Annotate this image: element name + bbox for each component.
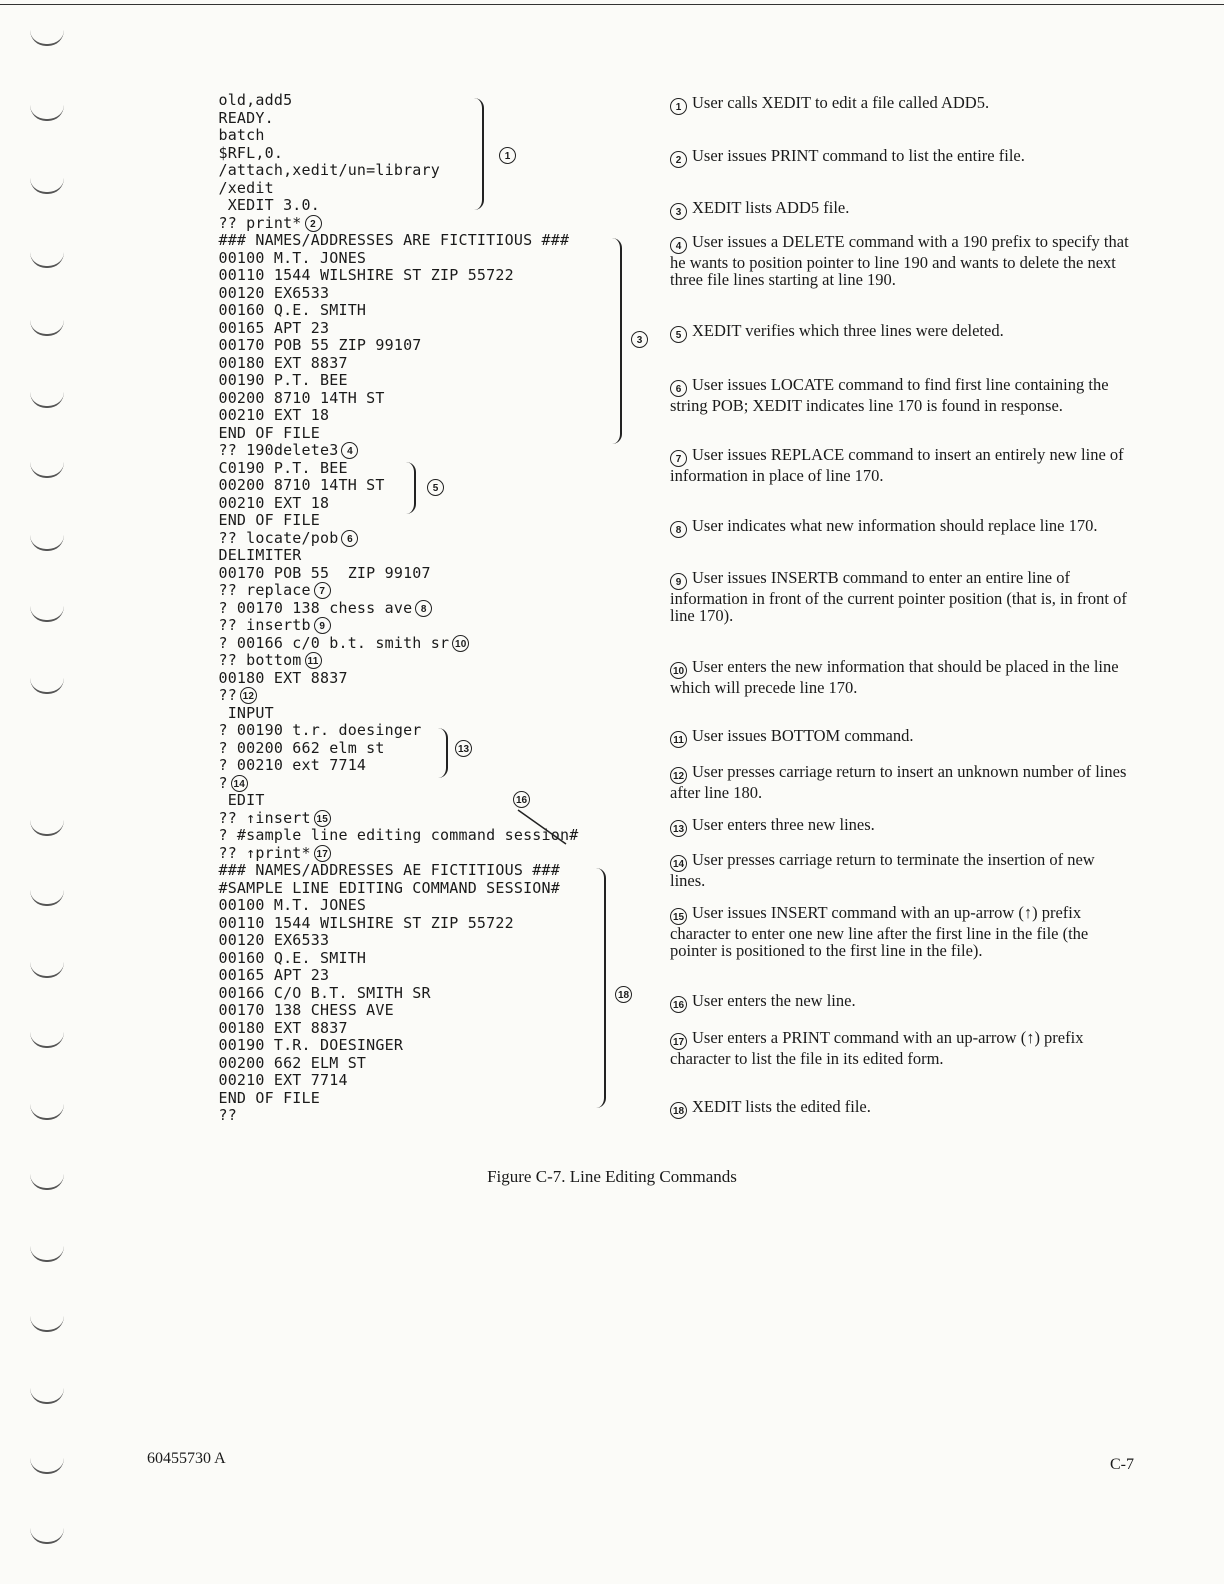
binder-hole bbox=[30, 962, 64, 978]
terminal-line bbox=[200, 285, 630, 303]
terminal-line-text: 00180 EXT 8837 bbox=[200, 1018, 348, 1037]
terminal-line-text: 00210 EXT 18 bbox=[200, 406, 330, 424]
terminal-line-text: 00160 Q.E. SMITH bbox=[200, 301, 367, 319]
inline-callout-number: 11 bbox=[305, 652, 322, 669]
note-item bbox=[670, 147, 1130, 168]
terminal-line bbox=[200, 1037, 630, 1055]
terminal-line-text: 00165 APT 23 bbox=[200, 966, 330, 984]
inline-callout-number: 2 bbox=[305, 215, 322, 232]
binder-hole bbox=[30, 1528, 64, 1544]
inline-callout-number: 4 bbox=[341, 442, 358, 459]
note-text: User issues LOCATE command to find first line containing the string POB; XEDIT indicates line 170 is found in response. bbox=[670, 375, 1109, 415]
note-number: 15 bbox=[670, 908, 687, 925]
callout-number: 18 bbox=[615, 986, 632, 1003]
terminal-line bbox=[200, 1055, 630, 1073]
callout-16-pointer bbox=[510, 790, 530, 808]
binder-hole bbox=[30, 252, 64, 268]
terminal-line-text: ? #sample line editing command session# bbox=[200, 826, 579, 844]
terminal-line-text: DELIMITER bbox=[200, 546, 302, 564]
terminal-line bbox=[200, 950, 630, 968]
binder-hole bbox=[30, 178, 64, 194]
terminal-line-text: END OF FILE bbox=[200, 1088, 320, 1107]
terminal-line-text: 00120 EX6533 bbox=[200, 931, 330, 949]
terminal-line-text: #SAMPLE LINE EDITING COMMAND SESSION# bbox=[200, 878, 560, 897]
document-number: 60455730 A bbox=[147, 1450, 226, 1467]
note-number: 10 bbox=[670, 662, 687, 679]
terminal-line-text: ? 00170 138 chess ave bbox=[200, 598, 413, 617]
terminal-line bbox=[200, 652, 630, 670]
terminal-line-text: ? 00210 ext 7714 bbox=[200, 756, 367, 774]
terminal-line-text: END OF FILE bbox=[200, 511, 320, 529]
terminal-line-text: ? 00200 662 elm st bbox=[200, 738, 385, 757]
note-item bbox=[670, 1029, 1130, 1067]
terminal-line-text: ?? bottom bbox=[200, 651, 302, 669]
inline-callout-number: 12 bbox=[240, 687, 257, 704]
binder-hole bbox=[30, 462, 64, 478]
terminal-line bbox=[200, 897, 630, 915]
note-item bbox=[670, 517, 1130, 538]
note-item bbox=[670, 569, 1130, 624]
terminal-session-listing bbox=[200, 92, 630, 1125]
callout-number: 13 bbox=[455, 740, 472, 757]
terminal-line bbox=[200, 110, 630, 128]
terminal-line-text: ?? print* bbox=[200, 213, 302, 232]
binder-hole bbox=[30, 392, 64, 408]
callout-number: 5 bbox=[427, 479, 444, 496]
top-rule bbox=[0, 4, 1224, 5]
brace-1 bbox=[474, 98, 484, 210]
terminal-line bbox=[200, 687, 630, 705]
inline-callout-number: 10 bbox=[452, 635, 469, 652]
note-number: 4 bbox=[670, 237, 687, 254]
terminal-line bbox=[200, 600, 630, 618]
brace-callout-1 bbox=[496, 146, 516, 164]
terminal-line bbox=[200, 775, 630, 793]
note-text: XEDIT verifies which three lines were deleted. bbox=[692, 321, 1004, 340]
inline-callout-number: 14 bbox=[231, 775, 248, 792]
callout-number: 16 bbox=[513, 791, 530, 808]
terminal-line-text: 00170 138 CHESS AVE bbox=[200, 1001, 394, 1019]
terminal-line-text: ?? bbox=[200, 1106, 237, 1124]
binder-hole bbox=[30, 105, 64, 121]
terminal-line-text: EDIT bbox=[200, 791, 265, 809]
note-number: 16 bbox=[670, 996, 687, 1013]
note-item bbox=[670, 199, 1130, 220]
terminal-line bbox=[200, 757, 630, 775]
note-text: User issues BOTTOM command. bbox=[692, 726, 914, 745]
terminal-line bbox=[200, 985, 630, 1003]
note-number: 17 bbox=[670, 1033, 687, 1050]
note-number: 11 bbox=[670, 731, 687, 748]
terminal-line bbox=[200, 880, 630, 898]
note-item bbox=[670, 94, 1130, 115]
terminal-line-text: END OF FILE bbox=[200, 423, 320, 442]
terminal-line bbox=[200, 565, 630, 583]
terminal-line-text: 00190 P.T. BEE bbox=[200, 371, 348, 389]
note-text: XEDIT lists the edited file. bbox=[692, 1097, 871, 1116]
binder-hole bbox=[30, 1246, 64, 1262]
terminal-line-text: 00100 M.T. JONES bbox=[200, 248, 367, 267]
terminal-line-text: 00166 C/O B.T. SMITH SR bbox=[200, 983, 431, 1002]
terminal-line bbox=[200, 320, 630, 338]
terminal-line-text: /xedit bbox=[200, 178, 274, 197]
terminal-line bbox=[200, 1002, 630, 1020]
note-text: User issues REPLACE command to insert an entirely new line of information in place of line 170. bbox=[670, 445, 1124, 485]
note-item bbox=[670, 816, 1130, 837]
terminal-line-text: /attach,xedit/un=library bbox=[200, 161, 440, 179]
terminal-line bbox=[200, 915, 630, 933]
terminal-line bbox=[200, 512, 630, 530]
binder-hole bbox=[30, 820, 64, 836]
binder-hole bbox=[30, 320, 64, 336]
terminal-line-text: 00110 1544 WILSHIRE ST ZIP 55722 bbox=[200, 913, 514, 932]
callout-number: 3 bbox=[631, 331, 648, 348]
terminal-line-text: 00210 EXT 7714 bbox=[200, 1071, 348, 1089]
terminal-line-text: 00110 1544 WILSHIRE ST ZIP 55722 bbox=[200, 266, 514, 284]
note-item bbox=[670, 851, 1130, 889]
terminal-line bbox=[200, 1090, 630, 1108]
terminal-line-text: ?? locate/pob bbox=[200, 528, 339, 547]
terminal-line bbox=[200, 617, 630, 635]
brace-callout-18 bbox=[612, 985, 632, 1003]
note-number: 14 bbox=[670, 855, 687, 872]
terminal-line-text: ?? 190delete3 bbox=[200, 441, 339, 459]
page-number: C-7 bbox=[1110, 1456, 1134, 1473]
terminal-line bbox=[200, 127, 630, 145]
terminal-line-text: $RFL,0. bbox=[200, 143, 284, 162]
brace-callout-13 bbox=[452, 739, 472, 757]
figure-caption: Figure C-7. Line Editing Commands bbox=[487, 1167, 737, 1186]
terminal-line-text: INPUT bbox=[200, 703, 274, 722]
terminal-line-text: ?? replace bbox=[200, 581, 311, 599]
brace-callout-3 bbox=[628, 330, 648, 348]
terminal-line-text: 00100 M.T. JONES bbox=[200, 896, 367, 914]
terminal-line bbox=[200, 967, 630, 985]
terminal-line bbox=[200, 145, 630, 163]
binder-hole bbox=[30, 1388, 64, 1404]
binder-hole bbox=[30, 535, 64, 551]
terminal-line bbox=[200, 355, 630, 373]
note-text: User enters the new information that should be placed in the line which will precede line 170. bbox=[670, 657, 1119, 697]
terminal-line-text: 00190 T.R. DOESINGER bbox=[200, 1036, 404, 1054]
binder-hole bbox=[30, 30, 64, 46]
terminal-line-text: 00200 8710 14TH ST bbox=[200, 476, 385, 494]
note-item bbox=[670, 992, 1130, 1013]
pointer-line-icon bbox=[516, 808, 576, 848]
brace-3 bbox=[612, 238, 622, 444]
note-number: 2 bbox=[670, 151, 687, 168]
note-text: User issues a DELETE command with a 190 prefix to specify that he wants to position pointer to line 190 and wants to delete the next three file lines starting at line 190. bbox=[670, 232, 1129, 289]
terminal-line bbox=[200, 1072, 630, 1090]
note-text: User issues PRINT command to list the entire file. bbox=[692, 146, 1025, 165]
note-number: 7 bbox=[670, 450, 687, 467]
note-number: 1 bbox=[670, 98, 687, 115]
terminal-line bbox=[200, 232, 630, 250]
terminal-line-text: ? 00166 c/0 b.t. smith sr bbox=[200, 633, 450, 652]
terminal-line bbox=[200, 197, 630, 215]
note-item bbox=[670, 763, 1130, 801]
terminal-line bbox=[200, 372, 630, 390]
terminal-line-text: old,add5 bbox=[200, 91, 293, 109]
terminal-line bbox=[200, 302, 630, 320]
terminal-line bbox=[200, 792, 630, 810]
inline-callout-number: 6 bbox=[341, 530, 358, 547]
brace-callout-5 bbox=[424, 478, 444, 496]
terminal-line bbox=[200, 425, 630, 443]
terminal-line bbox=[200, 92, 630, 110]
terminal-line-text: XEDIT 3.0. bbox=[200, 196, 320, 214]
note-text: User presses carriage return to insert an unknown number of lines after line 180. bbox=[670, 762, 1127, 802]
note-item bbox=[670, 322, 1130, 343]
binder-hole bbox=[30, 890, 64, 906]
terminal-line bbox=[200, 250, 630, 268]
terminal-line-text: 00180 EXT 8837 bbox=[200, 353, 348, 372]
terminal-line bbox=[200, 582, 630, 600]
inline-callout-number: 8 bbox=[415, 600, 432, 617]
note-number: 8 bbox=[670, 521, 687, 538]
inline-callout-number: 15 bbox=[314, 810, 331, 827]
terminal-line bbox=[200, 740, 630, 758]
brace-5 bbox=[406, 462, 416, 514]
note-number: 6 bbox=[670, 380, 687, 397]
brace-18 bbox=[596, 868, 606, 1108]
terminal-line-text: 00165 APT 23 bbox=[200, 318, 330, 337]
terminal-line-text: ### NAMES/ADDRESSES AE FICTITIOUS ### bbox=[200, 861, 560, 879]
terminal-line bbox=[200, 1107, 630, 1125]
terminal-line bbox=[200, 267, 630, 285]
note-item bbox=[670, 1098, 1130, 1119]
terminal-line bbox=[200, 162, 630, 180]
terminal-line bbox=[200, 705, 630, 723]
terminal-line-text: 00180 EXT 8837 bbox=[200, 668, 348, 687]
terminal-line-text: C0190 P.T. BEE bbox=[200, 458, 348, 477]
callout-number: 1 bbox=[499, 147, 516, 164]
terminal-line-text: ?? ↑print* bbox=[200, 843, 311, 862]
note-item bbox=[670, 904, 1130, 959]
terminal-line bbox=[200, 215, 630, 233]
binder-hole bbox=[30, 1104, 64, 1120]
note-number: 12 bbox=[670, 767, 687, 784]
note-number: 18 bbox=[670, 1102, 687, 1119]
terminal-line bbox=[200, 337, 630, 355]
terminal-line-text: READY. bbox=[200, 108, 274, 127]
terminal-line bbox=[200, 862, 630, 880]
binder-hole bbox=[30, 1032, 64, 1048]
inline-callout-number: 17 bbox=[314, 845, 331, 862]
terminal-line-text: ?? insertb bbox=[200, 616, 311, 634]
terminal-line-text: ?? bbox=[200, 686, 237, 704]
note-number: 5 bbox=[670, 326, 687, 343]
terminal-line-text: ? 00190 t.r. doesinger bbox=[200, 721, 422, 739]
note-text: User enters a PRINT command with an up-arrow (↑) prefix character to list the file in its edited form. bbox=[670, 1028, 1084, 1068]
binder-holes bbox=[30, 0, 70, 1584]
terminal-line bbox=[200, 722, 630, 740]
binder-hole bbox=[30, 678, 64, 694]
terminal-line bbox=[200, 530, 630, 548]
note-item bbox=[670, 658, 1130, 696]
brace-13 bbox=[438, 728, 448, 778]
terminal-line bbox=[200, 442, 630, 460]
terminal-line bbox=[200, 932, 630, 950]
terminal-line bbox=[200, 547, 630, 565]
terminal-line-text: 00160 Q.E. SMITH bbox=[200, 948, 367, 967]
terminal-line bbox=[200, 180, 630, 198]
inline-callout-number: 9 bbox=[314, 617, 331, 634]
note-text: User calls XEDIT to edit a file called ADD5. bbox=[692, 93, 990, 112]
note-item bbox=[670, 233, 1130, 288]
terminal-line-text: ?? ↑insert bbox=[200, 808, 311, 827]
binder-hole bbox=[30, 1458, 64, 1474]
note-text: User indicates what new information should replace line 170. bbox=[692, 516, 1098, 535]
note-number: 3 bbox=[670, 203, 687, 220]
terminal-line bbox=[200, 407, 630, 425]
terminal-line-text: 00170 POB 55 ZIP 99107 bbox=[200, 563, 431, 582]
note-item bbox=[670, 727, 1130, 748]
terminal-line-text: 00170 POB 55 ZIP 99107 bbox=[200, 336, 422, 354]
note-text: User presses carriage return to terminate the insertion of new lines. bbox=[670, 850, 1095, 890]
note-number: 13 bbox=[670, 820, 687, 837]
note-number: 9 bbox=[670, 573, 687, 590]
terminal-line-text: 00200 662 ELM ST bbox=[200, 1053, 367, 1072]
terminal-line-text: 00210 EXT 18 bbox=[200, 493, 330, 512]
note-text: User enters the new line. bbox=[692, 991, 856, 1010]
terminal-line-text: ### NAMES/ADDRESSES ARE FICTITIOUS ### bbox=[200, 231, 570, 249]
binder-hole bbox=[30, 1316, 64, 1332]
note-item bbox=[670, 446, 1130, 484]
note-text: User issues INSERTB command to enter an entire line of information in front of the current pointer position (that is, in front of line 170). bbox=[670, 568, 1127, 625]
terminal-line-text: batch bbox=[200, 126, 265, 144]
terminal-line-text: 00200 8710 14TH ST bbox=[200, 388, 385, 407]
terminal-line bbox=[200, 635, 630, 653]
note-text: XEDIT lists ADD5 file. bbox=[692, 198, 850, 217]
terminal-line bbox=[200, 1020, 630, 1038]
terminal-line-text: 00120 EX6533 bbox=[200, 283, 330, 302]
terminal-line bbox=[200, 670, 630, 688]
terminal-line-text: ? bbox=[200, 773, 228, 792]
note-text: User issues INSERT command with an up-arrow (↑) prefix character to enter one new line after the first line in the file (the pointer is positioned to the first line in the file). bbox=[670, 903, 1089, 960]
note-item bbox=[670, 376, 1130, 414]
inline-callout-number: 7 bbox=[314, 582, 331, 599]
terminal-line bbox=[200, 390, 630, 408]
note-text: User enters three new lines. bbox=[692, 815, 875, 834]
binder-hole bbox=[30, 606, 64, 622]
